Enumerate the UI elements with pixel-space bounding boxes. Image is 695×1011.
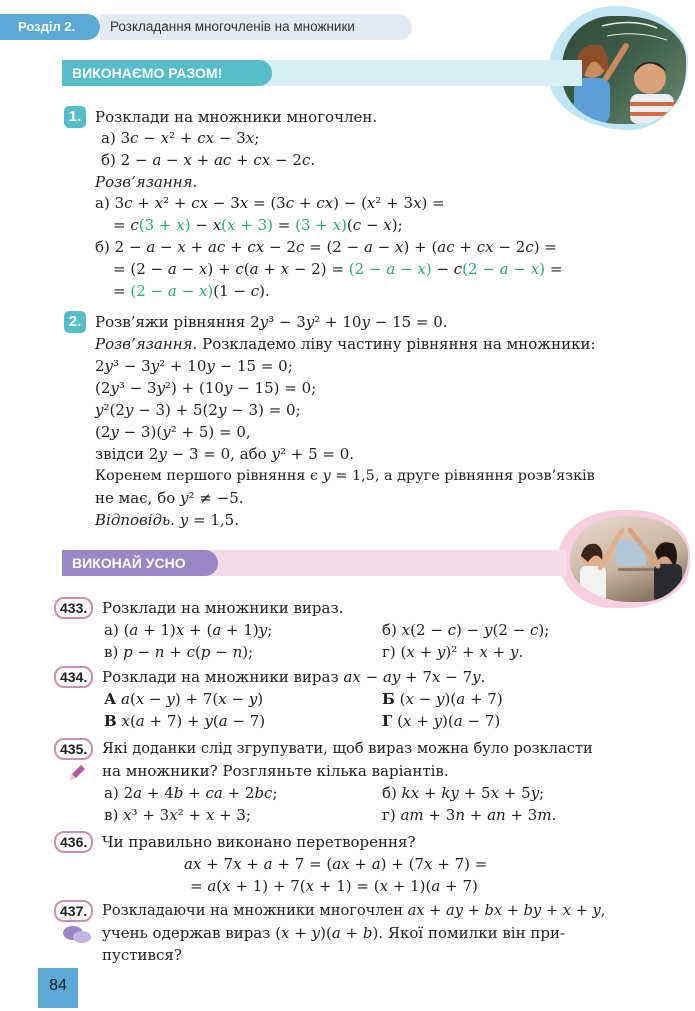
exercise-number: 437. xyxy=(54,900,93,922)
task2-step3: y²(2y − 3) + 5(2y − 3) = 0; xyxy=(95,401,301,419)
ex436-prompt: Чи правильно виконано перетворення? xyxy=(102,833,416,851)
task1-item-a: а) 3c − x² + cx − 3x; xyxy=(101,129,260,147)
ex435-item-a: а) 2a + 4b + ca + 2bc; xyxy=(104,784,278,802)
ex435-prompt-line2: на множники? Розгляньте кілька варіантів. xyxy=(102,762,449,780)
task2-step2: (2y³ − 3y²) + (10y − 15) = 0; xyxy=(95,379,317,397)
section-label: Розділ 2. xyxy=(0,14,100,40)
task-number: 2. xyxy=(64,311,86,333)
exercise-number: 436. xyxy=(54,831,93,853)
task2-solution-intro: Розв’язання. Розкладемо ліву частину рівняння на множники: xyxy=(95,335,596,353)
ex434-prompt: Розклади на множники вираз ax − ay + 7x − 7y. xyxy=(102,668,486,686)
task2-conclusion2: не має, бо y² ≠ −5. xyxy=(95,489,244,507)
ex435-item-c: в) x³ + 3x² + x + 3; xyxy=(104,806,251,824)
students-highfive-illustration xyxy=(570,516,688,602)
task1-item-b: б) 2 − a − x + ac + cx − 2c. xyxy=(101,151,316,169)
banner-do-orally: ВИКОНАЙ УСНО xyxy=(62,550,218,576)
ex433-item-b: б) x(2 − c) − y(2 − c); xyxy=(382,621,550,639)
ex433-item-d: г) (x + y)² + x + y. xyxy=(382,643,524,661)
pencil-icon xyxy=(66,762,88,784)
task1-solution-a1: а) 3c + x² + cx − 3x = (3c + cx) − (x² + 3x) = xyxy=(95,194,445,212)
solution-label: Розв’язання. xyxy=(95,173,198,191)
task1-solution-b1: б) 2 − a − x + ac + cx − 2c = (2 − a − x) + (ac + cx − 2c) = xyxy=(95,238,557,256)
ex434-option-g: Г (x + y)(a − 7) xyxy=(382,712,501,730)
exercise-number: 433. xyxy=(54,597,93,619)
task1-solution-a2: = c(3 + x) − x(x + 3) = (3 + x)(c − x); xyxy=(113,216,403,234)
task2-step1: 2y³ − 3y² + 10y − 15 = 0; xyxy=(95,357,293,375)
ex434-option-a: А a(x − y) + 7(x − y) xyxy=(104,690,264,708)
ex435-item-b: б) kx + ky + 5x + 5y; xyxy=(382,784,545,802)
discussion-icon xyxy=(62,924,92,946)
task2-conclusion1: Коренем першого рівняння є y = 1,5, а друге рівняння розв’язків xyxy=(95,468,595,484)
task2-answer: Відповідь. y = 1,5. xyxy=(95,511,239,529)
section-title: Розкладання многочленів на множники xyxy=(100,14,412,40)
ex435-item-d: г) am + 3n + an + 3m. xyxy=(382,806,557,824)
page-number: 84 xyxy=(38,968,78,1008)
task2-step4: (2y − 3)(y² + 5) = 0, xyxy=(95,423,251,441)
banner-do-together: ВИКОНАЄМО РАЗОМ! xyxy=(62,60,272,86)
task1-prompt: Розклади на множники многочлен. xyxy=(95,108,378,126)
ex436-line2: = a(x + 1) + 7(x + 1) = (x + 1)(a + 7) xyxy=(190,877,478,895)
ex433-prompt: Розклади на множники вираз. xyxy=(102,599,344,617)
ex436-line1: ax + 7x + a + 7 = (ax + a) + (7x + 7) = xyxy=(184,855,488,873)
task1-solution-b3: = (2 − a − x)(1 − c). xyxy=(113,282,270,300)
ex433-item-a: а) (a + 1)x + (a + 1)y; xyxy=(104,621,273,639)
ex434-option-b: Б (x − y)(a + 7) xyxy=(382,690,503,708)
ex435-prompt-line1: Які доданки слід згрупувати, щоб вираз можна було розкласти xyxy=(102,740,593,757)
task1-solution-b2: = (2 − a − x) + c(a + x − 2) = (2 − a − x) − c(2 − a − x) = xyxy=(113,260,563,278)
ex433-item-c: в) p − n + c(p − n); xyxy=(104,643,254,661)
ex437-line2: учень одержав вираз (x + y)(a + b). Якої помилки він при- xyxy=(102,924,566,942)
task2-step5: звідси 2y − 3 = 0, або y² + 5 = 0. xyxy=(95,445,355,463)
task2-prompt: Розв’яжи рівняння 2y³ − 3y² + 10y − 15 = 0. xyxy=(95,313,448,331)
ex437-line1: Розкладаючи на множники многочлен ax + ay + bx + by + x + y, xyxy=(102,902,606,919)
ex434-option-v: В x(a + 7) + y(a − 7) xyxy=(104,712,266,730)
ex437-line3: пустився? xyxy=(102,946,182,964)
students-highfive-photo xyxy=(570,516,688,602)
exercise-number: 434. xyxy=(54,666,93,688)
exercise-number: 435. xyxy=(54,738,93,760)
task-number: 1. xyxy=(64,106,86,128)
